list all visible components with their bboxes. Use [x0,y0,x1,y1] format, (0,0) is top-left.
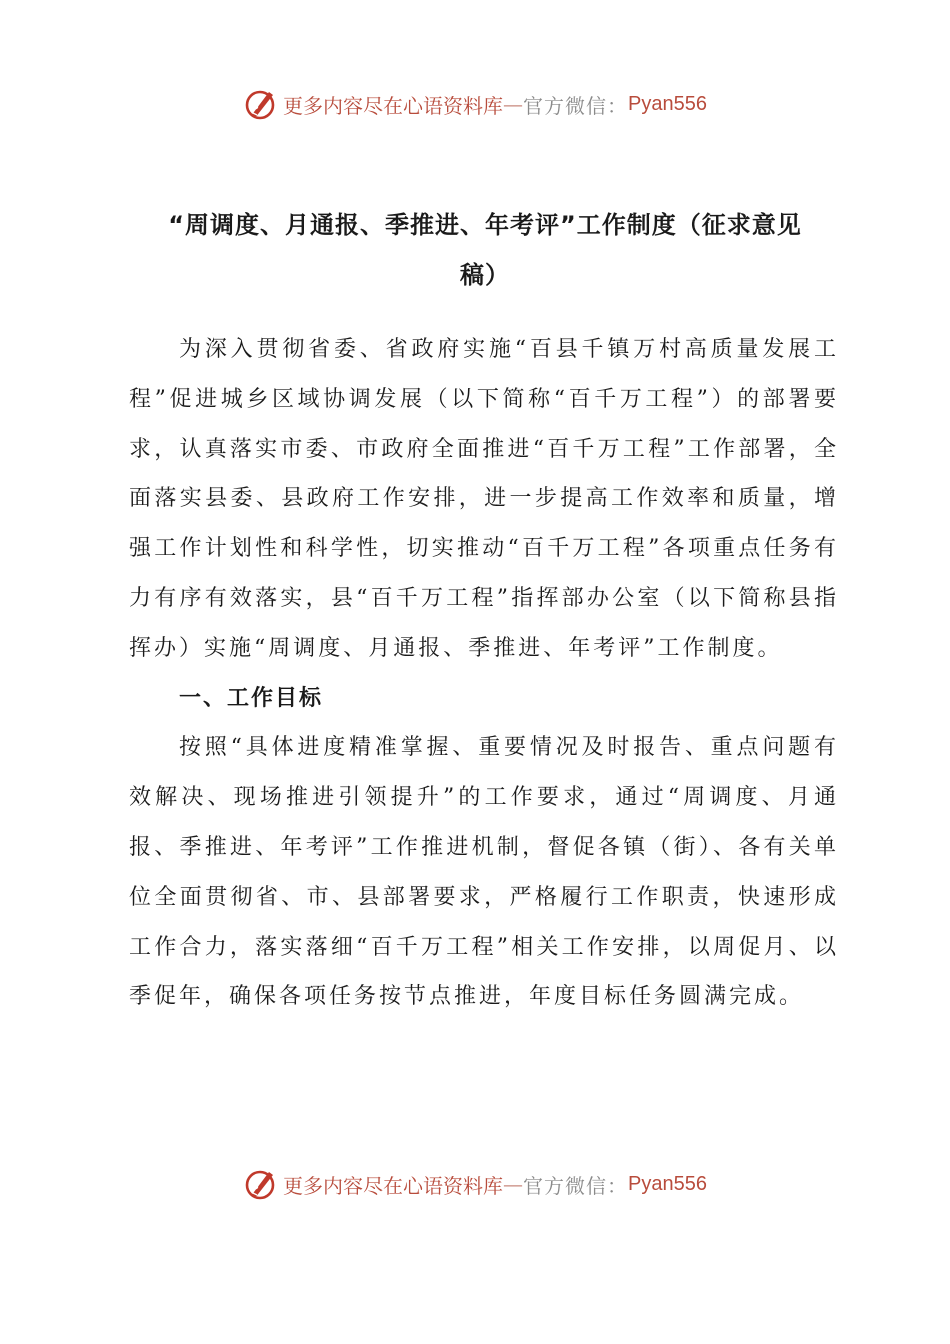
banner-separator: — [503,92,524,116]
quill-pen-logo-icon [243,1166,279,1202]
work-goals-paragraph: 按照“具体进度精准掌握、重要情况及时报告、重点问题有效解决、现场推进引领提升”的工作要求，通过“周调度、月通报、季推进、年考评”工作推进机制，督促各镇（街）、各有关单位全面贯彻省、市、县部署要求，严格履行工作职责，快速形成工作合力，落实落细“百千万工程”相关工作安排，以周促月、以季促年，确保各项任务按节点推进，年度目标任务圆满完成。 [129,735,839,1010]
banner-wechat-account: Pyan556 [628,1172,707,1195]
document-body [129,325,839,1022]
banner-wechat-label: 官方微信： [523,93,629,118]
quill-pen-logo-icon [243,86,279,122]
banner-separator: — [503,1172,524,1196]
banner-wechat-label: 官方微信： [523,1173,629,1198]
banner-main-text: 更多内容尽在心语资料库 [283,93,504,118]
document-title: “周调度、月通报、季推进、年考评”工作制度（征求意见稿） [168,211,802,289]
footer-watermark-banner [0,1164,950,1204]
header-watermark-banner [0,84,950,124]
intro-paragraph: 为深入贯彻省委、省政府实施“百县千镇万村高质量发展工程”促进城乡区域协调发展（以下简称“百千万工程”）的部署要求，认真落实市委、市政府全面推进“百千万工程”工作部署，全面落实县委、县政府工作安排，进一步提高工作效率和质量，增强工作计划性和科学性，切实推动“百千万工程”各项重点任务有力有序有效落实，县“百千万工程”指挥部办公室（以下简称县指挥办）实施“周调度、月通报、季推进、年考评”工作制度。 [129,337,839,661]
banner-main-text: 更多内容尽在心语资料库 [283,1173,504,1198]
section-heading-work-goals: 一、工作目标 [179,685,324,711]
banner-wechat-account: Pyan556 [628,92,707,115]
